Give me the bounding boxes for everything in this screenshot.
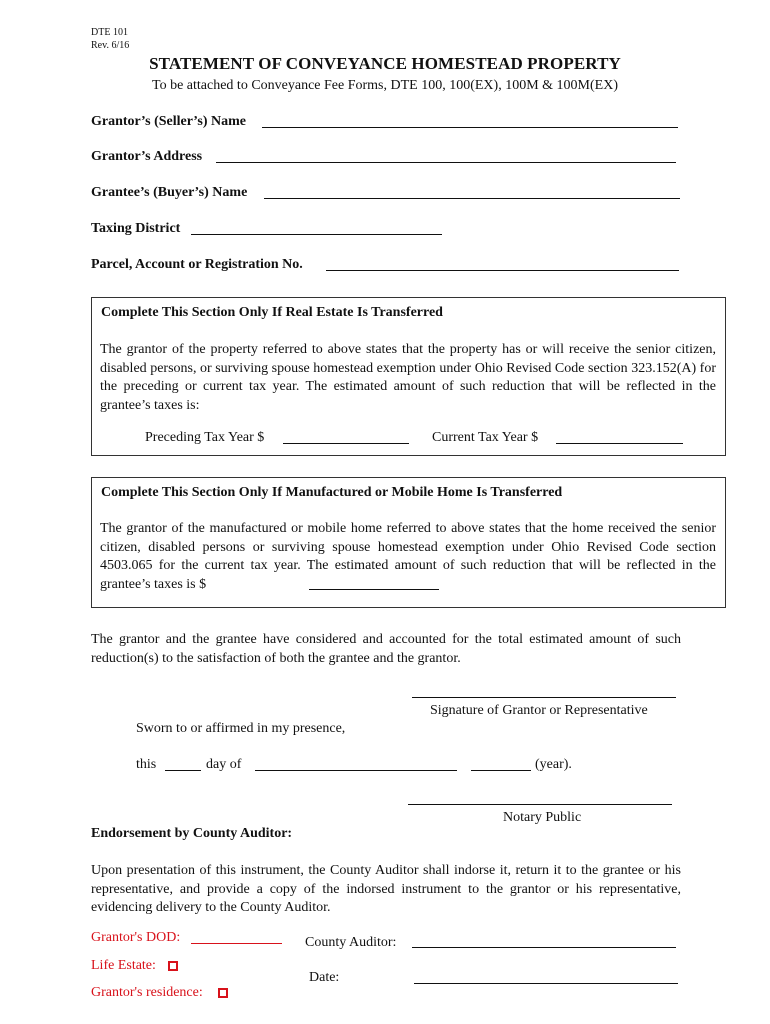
grantee-name-field[interactable] — [264, 198, 680, 199]
form-number: DTE 101 — [91, 27, 128, 38]
grantee-name-label: Grantee’s (Buyer’s) Name — [91, 185, 248, 200]
life-estate-checkbox[interactable] — [168, 961, 178, 971]
endorsement-text: Upon presentation of this instrument, the County Auditor shall indorse it, return it to the grantee or his representative, and provide a copy of the indorsed instrument to the grantor or his representative, evidencing delivery to the County Auditor. — [91, 863, 681, 915]
county-auditor-label: County Auditor: — [305, 935, 397, 950]
real-estate-heading: Complete This Section Only If Real Estate Is Transferred — [101, 305, 443, 320]
grantor-dod-label: Grantor's DOD: — [91, 930, 181, 945]
notary-signature-field[interactable] — [408, 804, 672, 805]
sworn-statement: Sworn to or affirmed in my presence, — [136, 721, 346, 736]
agreement-text: The grantor and the grantee have considered and accounted for the total estimated amount of such reduction(s) to the satisfaction of both the grantee and the grantor. — [91, 632, 681, 666]
grantor-name-label: Grantor’s (Seller’s) Name — [91, 114, 246, 129]
day-of-label: day of — [206, 757, 242, 772]
this-label: this — [136, 757, 157, 772]
mobile-home-heading: Complete This Section Only If Manufactured or Mobile Home Is Transferred — [101, 485, 563, 500]
year-field[interactable] — [471, 770, 531, 771]
real-estate-statement: The grantor of the property referred to above states that the property has or will receive the senior citizen, disabled persons, or surviving spouse homestead exemption under Ohio Revised Code section 323.152(A) for the preceding or current tax year. The estimated amount of such reduction that will be reflected in the grantee’s taxes is: — [100, 342, 716, 413]
grantor-name-field[interactable] — [262, 127, 678, 128]
grantor-dod-field[interactable] — [191, 943, 282, 944]
current-tax-year-label: Current Tax Year $ — [432, 430, 539, 445]
page-subtitle: To be attached to Conveyance Fee Forms, DTE 100, 100(EX), 100M & 100M(EX) — [152, 78, 618, 93]
endorsement-heading: Endorsement by County Auditor: — [91, 826, 293, 841]
county-auditor-field[interactable] — [412, 947, 676, 948]
form-revision: Rev. 6/16 — [91, 40, 130, 51]
preceding-tax-year-field[interactable] — [283, 443, 409, 444]
month-field[interactable] — [255, 770, 457, 771]
notary-caption: Notary Public — [503, 810, 582, 825]
grantor-address-field[interactable] — [216, 162, 676, 163]
mobile-home-reduction-field[interactable] — [309, 589, 439, 590]
day-field[interactable] — [165, 770, 201, 771]
taxing-district-label: Taxing District — [91, 221, 181, 236]
mobile-home-statement: The grantor of the manufactured or mobile home referred to above states that the home received the senior citizen, disabled persons or surviving spouse homestead exemption under Ohio Revised Code section 4503.065 for the current tax year. The estimated amount of such reduction that will be reflected in the grantee’s taxes is $ — [100, 521, 716, 592]
grantor-residence-checkbox[interactable] — [218, 988, 228, 998]
page-title: STATEMENT OF CONVEYANCE HOMESTEAD PROPERTY — [149, 54, 621, 73]
life-estate-label: Life Estate: — [91, 958, 156, 973]
current-tax-year-field[interactable] — [556, 443, 683, 444]
date-label: Date: — [309, 970, 340, 985]
preceding-tax-year-label: Preceding Tax Year $ — [145, 430, 265, 445]
form-code — [91, 26, 129, 52]
parcel-number-field[interactable] — [326, 270, 679, 271]
grantor-signature-field[interactable] — [412, 697, 676, 698]
year-label: (year). — [535, 757, 572, 772]
parcel-number-label: Parcel, Account or Registration No. — [91, 257, 303, 272]
grantor-address-label: Grantor’s Address — [91, 149, 203, 164]
grantor-residence-label: Grantor's residence: — [91, 985, 203, 1000]
grantor-signature-caption: Signature of Grantor or Representative — [430, 703, 648, 718]
taxing-district-field[interactable] — [191, 234, 442, 235]
auditor-date-field[interactable] — [414, 983, 678, 984]
